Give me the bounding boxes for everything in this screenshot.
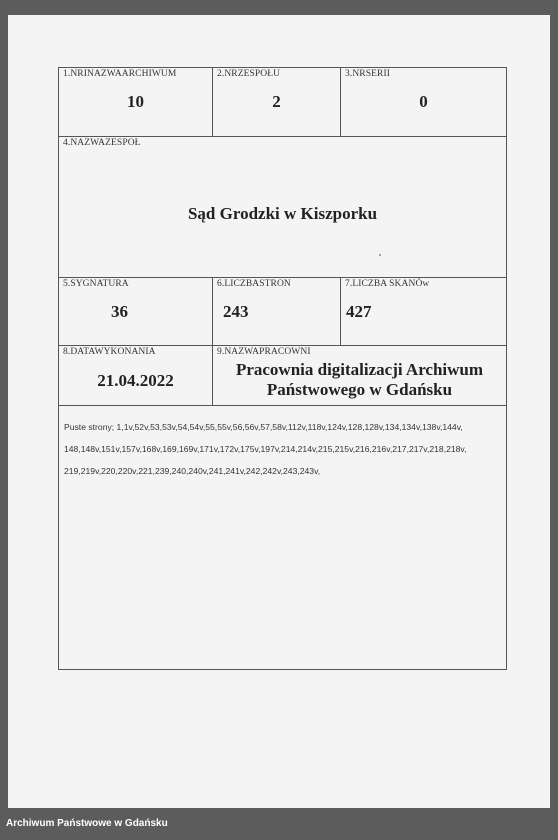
cell-sygnatura xyxy=(59,278,213,345)
cell-liczba-stron xyxy=(213,278,341,345)
data-wykonania-label: 8.DATAWYKONANIA xyxy=(63,347,156,357)
nr-zespolu-label: 2.NRZESPOŁU xyxy=(217,69,281,79)
pracownia-line-1: Pracownia digitalizacji Archiwum xyxy=(235,360,484,379)
nr-serii-label: 3.NRSERII xyxy=(345,69,390,79)
paper-speck xyxy=(379,254,381,256)
liczba-skanow-label: 7.LICZBA SKANÓw xyxy=(345,279,430,289)
liczba-stron-value: 243 xyxy=(223,302,249,321)
pracownia-line-2: Państwowego w Gdańsku xyxy=(266,380,453,399)
row-archive-ids xyxy=(59,68,506,137)
nazwa-zespolu-label: 4.NAZWAZESPOŁ xyxy=(63,138,141,148)
cell-nazwa-zespolu xyxy=(59,137,506,277)
sygnatura-value: 36 xyxy=(111,302,128,321)
row-counts xyxy=(59,278,506,346)
nr-zespolu-value: 2 xyxy=(272,92,281,111)
nr-serii-value: 0 xyxy=(419,92,428,111)
metadata-grid xyxy=(58,67,507,670)
row-nazwa-zespolu xyxy=(59,137,506,278)
cell-pracownia xyxy=(213,346,506,405)
row-data-pracownia xyxy=(59,346,506,406)
cell-nr-archiwum xyxy=(59,68,213,136)
liczba-skanow-value: 427 xyxy=(346,302,372,321)
nazwa-zespolu-value: Sąd Grodzki w Kiszporku xyxy=(187,204,378,223)
nr-archiwum-label: 1.NRINAZWAARCHIWUM xyxy=(63,69,177,79)
cell-liczba-skanow xyxy=(341,278,506,345)
archive-footer-text: Archiwum Państwowe w Gdańsku xyxy=(6,818,168,829)
pracownia-label: 9.NAZWAPRACOWNI xyxy=(217,347,311,357)
cell-nr-zespolu xyxy=(213,68,341,136)
nr-archiwum-value: 10 xyxy=(127,92,144,111)
cell-nr-serii xyxy=(341,68,506,136)
archive-card-sheet xyxy=(8,15,550,808)
data-wykonania-value: 21.04.2022 xyxy=(97,371,174,390)
puste-strony-text: Puste strony; 1,1v,52v,53,53v,54,54v,55,55v,56,56v,57,58v,112v,118v,124v,128,128v,134,134v,138v,144v, 148,148v,151v,157v,168v,169,169v,171v,172v,175v,197v,214,214v,215,215v,216,216v,217,217v,218,218v, 219,219v,220,220v,221,239,240,240v,241,241v,242,242v,243,243v, xyxy=(64,422,467,476)
liczba-stron-label: 6.LICZBASTRON xyxy=(217,279,291,289)
cell-data-wykonania xyxy=(59,346,213,405)
row-puste-strony xyxy=(59,406,506,669)
sygnatura-label: 5.SYGNATURA xyxy=(63,279,129,289)
